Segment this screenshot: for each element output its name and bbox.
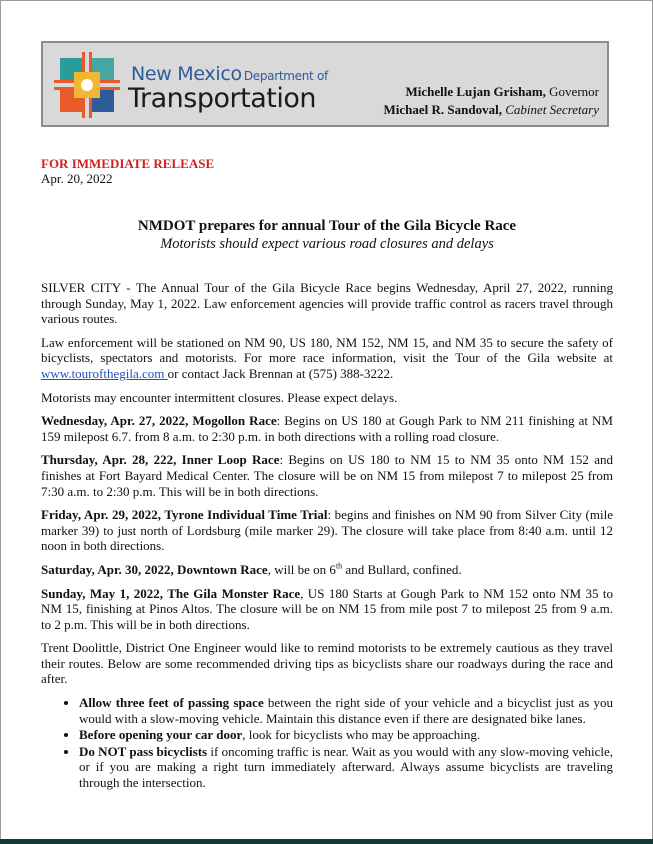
driving-tip bbox=[79, 744, 613, 791]
ordinal-suffix: th bbox=[335, 561, 343, 571]
race-schedule-item bbox=[41, 586, 613, 633]
race-schedule-item bbox=[41, 507, 613, 554]
tip-text: , look for bicyclists who may be approaching. bbox=[242, 727, 481, 743]
secretary-name: Michael R. Sandoval, bbox=[383, 102, 502, 117]
logo-wordmark-line2: Transportation bbox=[128, 83, 316, 114]
tip-text: between the right side of your vehicle and a bicyclist just as you would with a slow-moving vehicle. Maintain this distance even if there are designated bike lanes. bbox=[79, 695, 613, 726]
tip-heading: Before opening your car door bbox=[79, 727, 243, 743]
tip-heading: Do NOT pass bicyclists bbox=[79, 743, 208, 759]
release-date: Apr. 20, 2022 bbox=[41, 171, 113, 186]
race-title: Friday, Apr. 29, 2022, Tyrone Individual Time Trial bbox=[41, 507, 328, 523]
officials-block bbox=[384, 83, 599, 119]
tip-heading: Allow three feet of passing space bbox=[79, 695, 264, 711]
driving-tips-list bbox=[41, 695, 613, 791]
press-subheadline: Motorists should expect various road closures and delays bbox=[160, 236, 494, 252]
contact-text: or contact Jack Brennan at (575) 388-3222. bbox=[167, 365, 394, 381]
race-details: , US 180 Starts at Gough Park to NM 152 onto NM 35 to NM 15, finishing at Pinos Altos. The closure will be on NM 15 from mile post 7 to milepost 25 from 9 a.m. to 2 p.m. This will be in both directions. bbox=[41, 585, 613, 632]
race-details-end: and Bullard, confined. bbox=[342, 561, 462, 577]
tip-text: if oncoming traffic is near. Wait as you would with any slow-moving vehicle, or if you are making a right turn immediately afterward. Always assume bicyclists are traveling through the intersection. bbox=[79, 743, 613, 791]
bottom-accent-bar bbox=[0, 839, 653, 844]
race-schedule-item bbox=[41, 452, 613, 499]
governor-title: Governor bbox=[549, 84, 599, 99]
race-title: Sunday, May 1, 2022, The Gila Monster Race bbox=[41, 585, 301, 601]
race-schedule-item bbox=[41, 562, 613, 578]
tour-website-link[interactable]: www.tourofthegila.com bbox=[41, 365, 168, 381]
race-details: : Begins on US 180 to NM 15 to NM 35 onto NM 152 and finishes at Fort Bayard Medical Center. The closure will be on NM 15 from milepost 7 to milepost 25 from 7:30 a.m. to 2:30 p.m. This will be in both directions. bbox=[41, 452, 613, 499]
logo-wordmark-line1 bbox=[131, 63, 328, 85]
secretary-title: Cabinet Secretary bbox=[505, 102, 599, 117]
release-label: FOR IMMEDIATE RELEASE bbox=[41, 156, 215, 171]
race-details: , will be on 6 bbox=[267, 561, 336, 577]
governor-name: Michelle Lujan Grisham, bbox=[405, 84, 546, 99]
race-details: : begins and finishes on NM 90 from Silver City (mile marker 39) to just north of Lordsburg (mile marker 29). The closure will take place from 8:40 a.m. until 12 noon in both directions. bbox=[41, 507, 613, 554]
race-title: Thursday, Apr. 28, 222, Inner Loop Race bbox=[41, 452, 280, 468]
law-enforcement-paragraph bbox=[41, 335, 613, 382]
race-details: : Begins on US 180 at Gough Park to NM 211 finishing at NM 159 milepost 6.7. from 8 a.m. to 2:30 p.m. in both directions with a rolling road closure. bbox=[41, 413, 613, 444]
race-schedule-item bbox=[41, 413, 613, 444]
race-title: Saturday, Apr. 30, 2022, Downtown Race bbox=[41, 561, 268, 577]
governor-line bbox=[384, 83, 599, 101]
driving-tip bbox=[79, 727, 613, 743]
closures-paragraph: Motorists may encounter intermittent closures. Please expect delays. bbox=[41, 389, 398, 405]
law-enforcement-text: Law enforcement will be stationed on NM 90, US 180, NM 152, NM 15, and NM 35 to secure the safety of bicyclists, spectators and motorists. For more race information, visit the Tour of the Gila website at bbox=[41, 334, 613, 366]
reminder-paragraph: Trent Doolittle, District One Engineer would like to remind motorists to be extremely cautious as they travel their routes. Below are some recommended driving tips as bicyclists share our roadways during the race and after. bbox=[41, 640, 613, 687]
nmdot-logo-icon bbox=[54, 52, 120, 118]
press-headline: NMDOT prepares for annual Tour of the Gila Bicycle Race bbox=[137, 218, 517, 234]
intro-paragraph: SILVER CITY - The Annual Tour of the Gila Bicycle Race begins Wednesday, April 27, 2022, running through Sunday, May 1, 2022. Law enforcement agencies will provide traffic control as racers travel through various routes. bbox=[41, 280, 613, 327]
letterhead-banner bbox=[41, 41, 609, 127]
press-body bbox=[41, 280, 613, 792]
race-title: Wednesday, Apr. 27, 2022, Mogollon Race bbox=[41, 413, 277, 429]
driving-tip bbox=[79, 695, 613, 726]
logo-department-label: Department of bbox=[243, 69, 328, 83]
secretary-line bbox=[384, 101, 599, 119]
logo-state-name: New Mexico bbox=[131, 63, 242, 85]
